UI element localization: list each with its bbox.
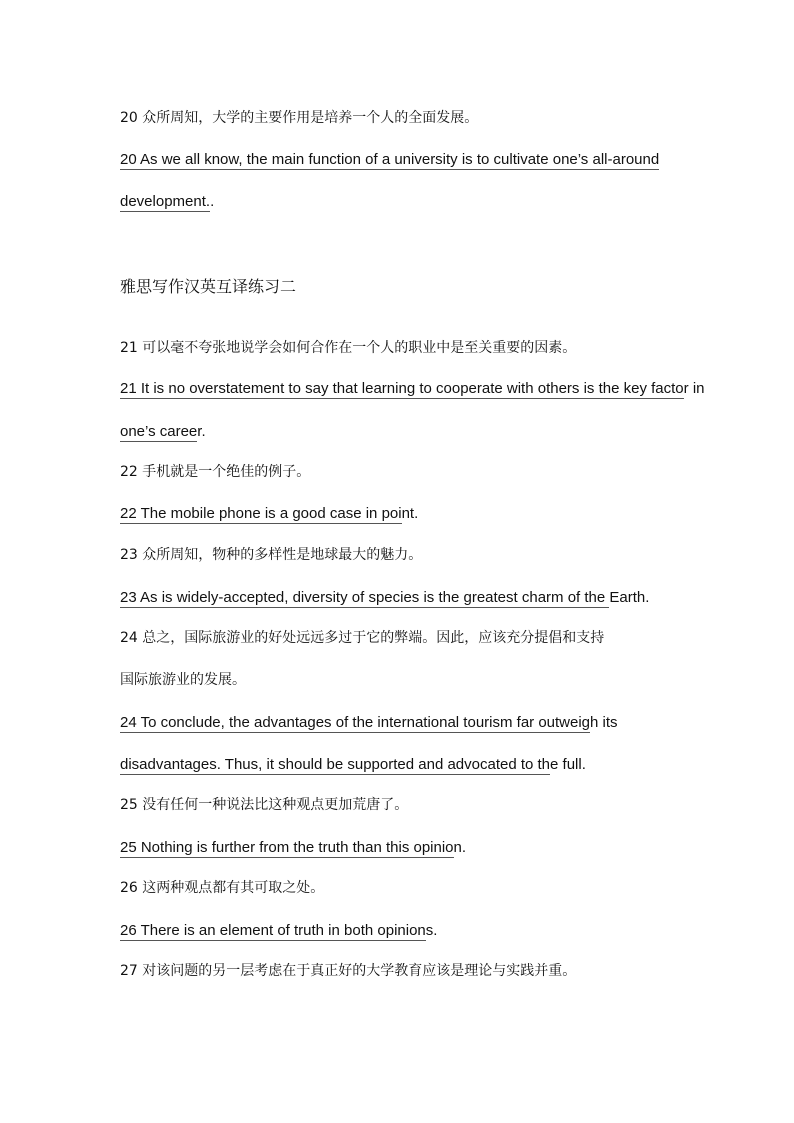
trailing-text: r in — [683, 380, 705, 397]
sentence-26-chinese: 26 这两种观点都有其可取之处。 — [120, 880, 325, 896]
underlined-text: 21 It is no overstatement to say that learning to cooperate with others is the key facto — [120, 380, 684, 397]
section-heading: 雅思写作汉英互译练习二 — [120, 277, 297, 296]
sentence-24-english-line2 — [120, 756, 586, 774]
trailing-text: e full. — [550, 756, 586, 773]
sentence-20-english-line1 — [120, 151, 659, 169]
trailing-text: s. — [425, 922, 438, 939]
trailing-text: h its — [590, 714, 618, 731]
trailing-text: Earth. — [609, 589, 650, 606]
trailing-text: r. — [197, 423, 206, 440]
underlined-text: disadvantages. Thus, it should be supported and advocated to th — [120, 756, 551, 773]
sentence-24-chinese-line1: 24 总之，国际旅游业的好处远远多过于它的弊端。因此，应该充分提倡和支持 — [120, 630, 605, 646]
underlined-text: 24 To conclude, the advantages of the international tourism far outweig — [120, 714, 591, 731]
sentence-21-english-line2 — [120, 423, 206, 441]
underlined-text: one’s caree — [120, 423, 198, 440]
sentence-24-english-line1 — [120, 714, 618, 732]
underlined-text: development. — [120, 193, 211, 210]
sentence-20-english-line2 — [120, 193, 214, 211]
sentence-22-chinese: 22 手机就是一个绝佳的例子。 — [120, 464, 311, 480]
sentence-23-chinese: 23 众所周知，物种的多样性是地球最大的魅力。 — [120, 547, 423, 563]
sentence-24-chinese-line2: 国际旅游业的发展。 — [120, 672, 246, 688]
trailing-text: nt. — [401, 505, 419, 522]
underlined-text: 25 Nothing is further from the truth than this opinio — [120, 839, 454, 856]
sentence-27-chinese: 27 对该问题的另一层考虑在于真正好的大学教育应该是理论与实践并重。 — [120, 963, 577, 979]
sentence-23-english — [120, 589, 649, 607]
sentence-20-chinese: 20 众所周知，大学的主要作用是培养一个人的全面发展。 — [120, 110, 479, 126]
underlined-text: 22 The mobile phone is a good case in poi — [120, 505, 402, 522]
underlined-text: 26 There is an element of truth in both opinion — [120, 922, 426, 939]
sentence-25-chinese: 25 没有任何一种说法比这种观点更加荒唐了。 — [120, 797, 409, 813]
underlined-text: 23 As is widely-accepted, diversity of species is the greatest charm of the — [120, 589, 610, 606]
sentence-25-english — [120, 839, 466, 857]
trailing-text: n. — [453, 839, 467, 856]
trailing-text: . — [210, 193, 215, 210]
sentence-22-english — [120, 505, 418, 523]
sentence-21-chinese: 21 可以毫不夸张地说学会如何合作在一个人的职业中是至关重要的因素。 — [120, 340, 577, 356]
underlined-text: 20 As we all know, the main function of a university is to cultivate one’s all-around — [120, 151, 660, 168]
sentence-21-english-line1 — [120, 380, 705, 398]
sentence-26-english — [120, 922, 437, 940]
